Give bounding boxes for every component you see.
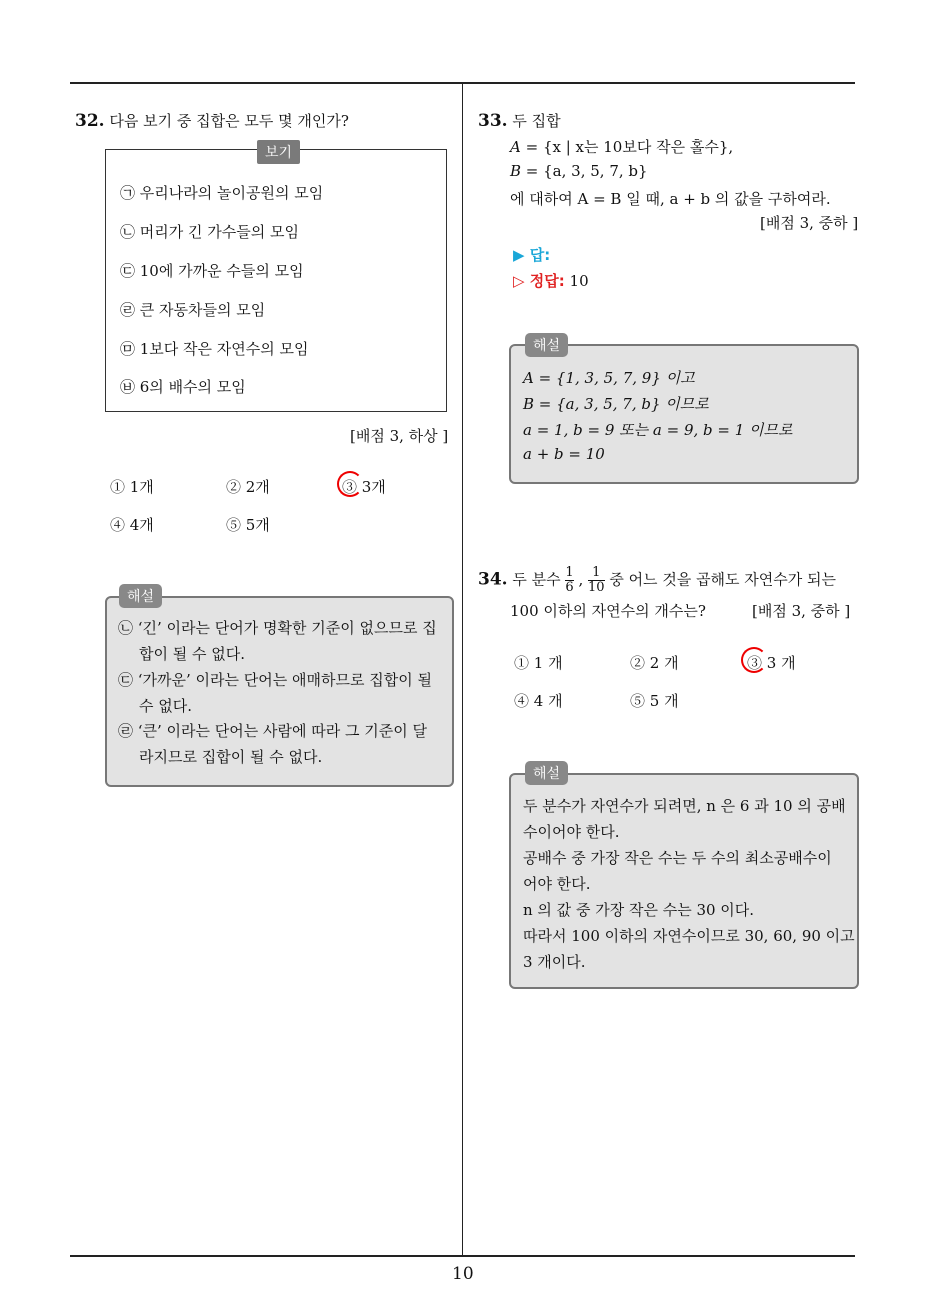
q34-header: 34. 두 분수 $\frac{1}{6}$ , $\frac{1}{10}$ 중 어느 것을 곱해도 자연수가 되는 (478, 565, 837, 595)
answer-label: ▶ 답: (513, 246, 551, 264)
q33-set-b (510, 162, 648, 180)
q34-haeseol-line: 두 분수가 자연수가 되려면, n 은 6 과 10 의 공배 (523, 797, 846, 815)
q32-question: 다음 보기 중 집합은 모두 몇 개인가? (109, 112, 349, 130)
q33-number: 33. (478, 111, 508, 131)
q34-choice-1[interactable]: ① 1 개 (514, 654, 563, 672)
q34-haeseol-line: 3 개이다. (523, 953, 586, 971)
q32-haeseol-line: 합이 될 수 없다. (139, 645, 246, 663)
q32-haeseol-line: 라지므로 집합이 될 수 없다. (139, 748, 323, 766)
q33-question: 두 집합 (512, 112, 561, 130)
frac2-num: 1 (592, 565, 601, 580)
q34-haeseol-line: 어야 한다. (523, 875, 591, 893)
q32-choice-2[interactable]: ② 2개 (226, 478, 270, 496)
bogi-tag: 보기 (257, 140, 300, 164)
frac2-den: 10 (587, 580, 605, 595)
bottom-rule (70, 1255, 855, 1257)
q32-choice-5[interactable]: ⑤ 5개 (226, 516, 270, 534)
bogi-item: ㉢ 10에 가까운 수들의 모임 (120, 262, 304, 280)
q32-choice-3[interactable]: ③ 3개 (342, 478, 386, 496)
q32-haeseol-line: ㉢ ‘가까운’ 이라는 단어는 애매하므로 집합이 될 (118, 671, 432, 689)
q34-q-post: 중 어느 것을 곱해도 자연수가 되는 (609, 570, 837, 589)
q32-header (75, 110, 349, 131)
set-b-symbol: B (510, 162, 522, 180)
set-a-symbol: A (510, 138, 521, 156)
q33-set-a (510, 136, 733, 157)
q33-haeseol-box (509, 344, 859, 484)
answer-circle-mark (741, 647, 767, 673)
q33-haeseol-line: B = {a, 3, 5, 7, b} 이므로 (523, 395, 709, 413)
q33-score: [배점 3, 중하 ] (760, 214, 859, 232)
bogi-item: ㉥ 6의 배수의 모임 (120, 378, 246, 396)
frac1-den: 6 (565, 580, 574, 595)
q33-haeseol-line: a + b = 10 (523, 445, 605, 463)
q34-choice-5[interactable]: ⑤ 5 개 (630, 692, 679, 710)
page-number: 10 (452, 1264, 474, 1284)
q34-number: 34. (478, 569, 508, 590)
q34-haeseol-line: 공배수 중 가장 작은 수는 두 수의 최소공배수이 (523, 849, 832, 867)
q32-choice-1[interactable]: ① 1개 (110, 478, 154, 496)
q34-haeseol-line: 따라서 100 이하의 자연수이므로 30, 60, 90 이고 (523, 927, 855, 945)
fraction-one-sixth (565, 566, 573, 595)
q34-line2: 100 이하의 자연수의 개수는? (510, 602, 706, 620)
q34-score: [배점 3, 중하 ] (752, 602, 851, 620)
q33-ask: 에 대하여 A = B 일 때, a + b 의 값을 구하여라. (510, 190, 831, 208)
bogi-item: ㉠ 우리나라의 놀이공원의 모임 (120, 184, 324, 202)
q32-haeseol-line: ㉣ ‘큰’ 이라는 단어는 사람에 따라 그 기준이 달 (118, 722, 428, 740)
set-a-def: = {x | x는 10보다 작은 홀수}, (520, 138, 734, 156)
q34-choice-3[interactable]: ③ 3 개 (747, 654, 796, 672)
q34-haeseol-line: 수이어야 한다. (523, 823, 620, 841)
q32-choice-4[interactable]: ④ 4개 (110, 516, 154, 534)
bogi-item: ㉡ 머리가 긴 가수들의 모임 (120, 223, 299, 241)
correct-label: ▷ 정답: (513, 272, 565, 290)
frac1-num: 1 (565, 565, 574, 580)
correct-answer-row (513, 270, 589, 291)
q34-choice-2[interactable]: ② 2 개 (630, 654, 679, 672)
correct-value: 10 (569, 272, 589, 290)
fraction-one-tenth (588, 566, 605, 595)
q33-haeseol-tag: 해설 (525, 333, 568, 357)
bogi-item: ㉣ 큰 자동차들의 모임 (120, 301, 266, 319)
q32-haeseol-tag: 해설 (119, 584, 162, 608)
q33-header (478, 110, 561, 131)
q32-number: 32. (75, 111, 105, 131)
q33-haeseol-line: a = 1, b = 9 또는 a = 9, b = 1 이므로 (523, 421, 793, 439)
q32-score: [배점 3, 하상 ] (350, 427, 449, 445)
q34-haeseol-tag: 해설 (525, 761, 568, 785)
q33-haeseol-line: A = {1, 3, 5, 7, 9} 이고 (523, 369, 695, 387)
q34-choice-4[interactable]: ④ 4 개 (514, 692, 563, 710)
q34-q-pre: 두 분수 (512, 570, 561, 589)
column-divider (462, 84, 463, 1256)
q34-haeseol-line: n 의 값 중 가장 작은 수는 30 이다. (523, 901, 755, 919)
set-b-def: = {a, 3, 5, 7, b} (521, 162, 648, 180)
q32-haeseol-line: ㉡ ‘긴’ 이라는 단어가 명확한 기준이 없으므로 집 (118, 619, 437, 637)
q32-haeseol-line: 수 없다. (139, 697, 193, 715)
answer-circle-mark (337, 471, 363, 497)
bogi-item: ㉤ 1보다 작은 자연수의 모임 (120, 340, 309, 358)
